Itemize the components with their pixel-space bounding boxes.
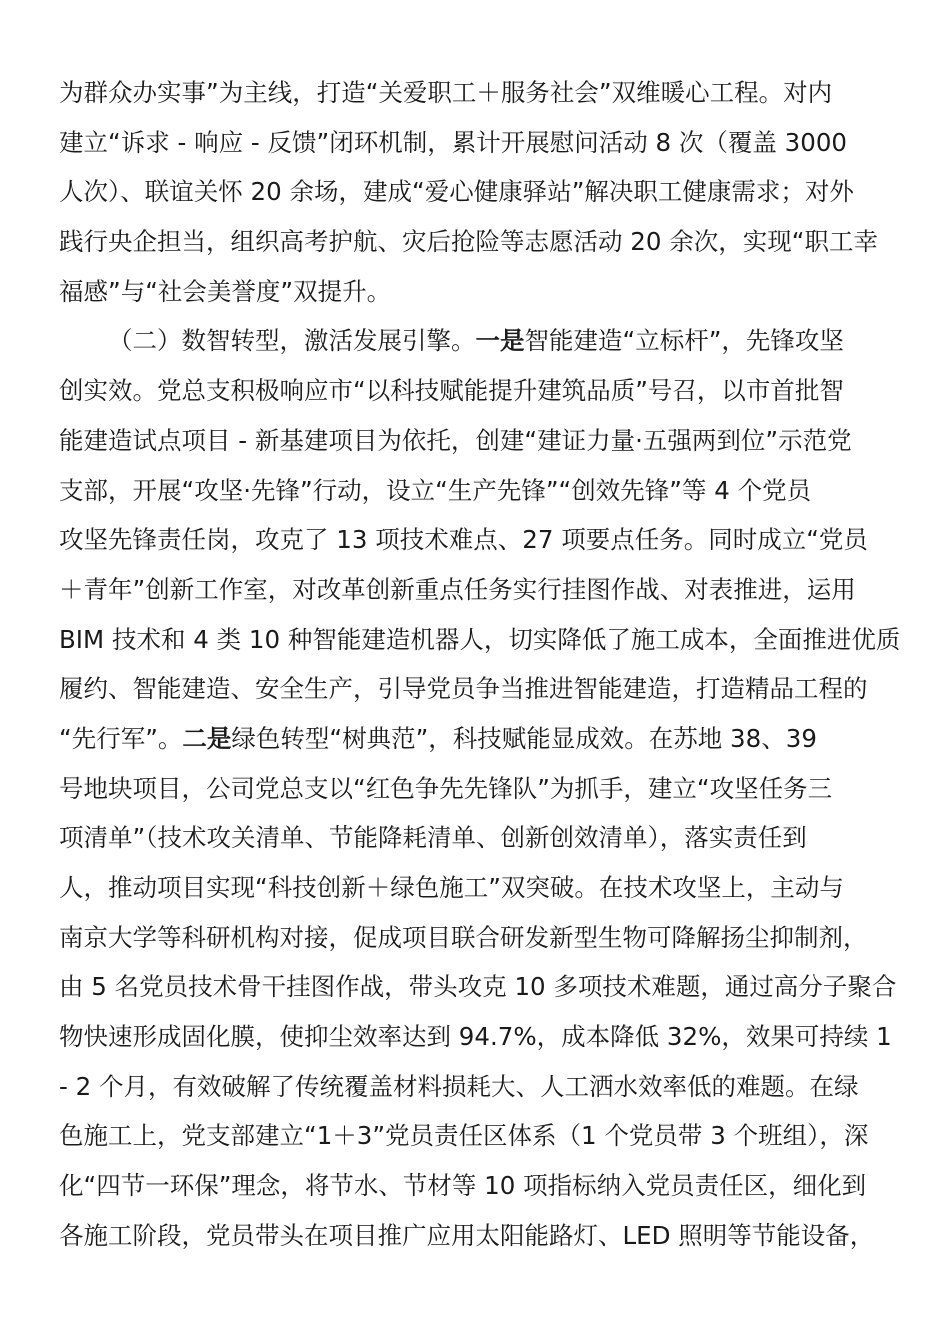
text-run: 南京大学等科研机构对接，促成项目联合研发新型生物可降解扬尘抑制剂， (59, 922, 868, 952)
text-run: 色施工上，党支部建立“1＋3”党员责任区体系（1 个党员带 3 个班组），深 (59, 1121, 869, 1151)
text-line (59, 1211, 895, 1261)
text-line (59, 813, 895, 863)
text-run: 能建造试点项目 - 新基建项目为依托，创建“建证力量·五强两到位”示范党 (59, 425, 852, 455)
text-line (59, 515, 895, 565)
text-line (59, 1012, 895, 1062)
text-line (59, 68, 895, 118)
text-line (59, 1111, 895, 1161)
text-run: 各施工阶段，党员带头在项目推广应用太阳能路灯、LED 照明等节能设备， (59, 1220, 875, 1250)
text-run: ＋青年”创新工作室，对改革创新重点任务实行挂图作战、对表推进，运用 (59, 574, 856, 604)
text-run: - 2 个月，有效破解了传统覆盖材料损耗大、人工洒水效率低的难题。在绿 (59, 1071, 859, 1101)
bold-text-run: 二是 (182, 723, 232, 753)
document-body (59, 68, 901, 1261)
text-run: 智能建造“立标杆”，先锋攻坚 (524, 326, 844, 356)
text-line (59, 764, 895, 814)
text-run: 履约、智能建造、安全生产，引导党员争当推进智能建造，打造精品工程的 (59, 674, 868, 704)
text-run: 人次）、联谊关怀 20 余场，建成“爱心健康驿站”解决职工健康需求；对外 (59, 177, 854, 207)
text-run: 人，推动项目实现“科技创新＋绿色施工”双突破。在技术攻坚上，主动与 (59, 873, 844, 902)
text-line (59, 267, 895, 317)
text-run: 项清单”（技术攻关清单、节能降耗清单、创新创效清单），落实责任到 (59, 823, 807, 853)
bold-text-run: 一是 (475, 326, 525, 356)
text-line (59, 913, 895, 963)
text-run: 由 5 名党员技术骨干挂图作战，带头攻克 10 多项技术难题，通过高分子聚合 (59, 972, 897, 1002)
text-line (59, 416, 895, 466)
text-run: 绿色转型“树典范”，科技赋能显成效。在苏地 38、39 (231, 723, 817, 753)
text-line (59, 565, 895, 615)
text-line (59, 118, 895, 168)
text-run: 化“四节一环保”理念，将节水、节材等 10 项指标纳入党员责任区，细化到 (59, 1171, 867, 1201)
text-line (59, 316, 895, 366)
text-line (59, 615, 901, 665)
text-run: 创实效。党总支积极响应市“以科技赋能提升建筑品质”号召，以市首批智 (59, 376, 844, 406)
text-line (59, 466, 895, 516)
text-line (59, 1161, 895, 1211)
text-run: 践行央企担当，组织高考护航、灾后抢险等志愿活动 20 余次，实现“职工幸 (59, 227, 878, 257)
text-run: 号地块项目，公司党总支以“红色争先先锋队”为抓手，建立“攻坚任务三 (59, 773, 833, 803)
text-line (59, 1062, 895, 1112)
text-line (59, 863, 895, 913)
text-run: 攻坚先锋责任岗，攻克了 13 项技术难点、27 项要点任务。同时成立“党员 (59, 525, 868, 555)
text-run: 物快速形成固化膜，使抑尘效率达到 94.7%，成本降低 32%，效果可持续 1 (59, 1022, 892, 1052)
text-run: 为群众办实事”为主线，打造“关爱职工＋服务社会”双维暖心工程。对内 (59, 78, 833, 107)
text-run: 建立“诉求 - 响应 - 反馈”闭环机制，累计开展慰问活动 8 次（覆盖 3000 (59, 127, 848, 157)
text-run: 福感”与“社会美誉度”双提升。 (59, 276, 392, 306)
text-line (59, 217, 895, 267)
text-line (59, 167, 895, 217)
text-line (59, 962, 895, 1012)
text-run: “先行军”。 (59, 723, 183, 753)
text-run: 支部，开展“攻坚·先锋”行动，设立“生产先锋”“创效先锋”等 4 个党员 (59, 475, 812, 505)
text-line (59, 714, 895, 764)
text-run: BIM 技术和 4 类 10 种智能建造机器人，切实降低了施工成本，全面推进优质 (59, 624, 901, 654)
text-run: （二）数智转型，激活发展引擎。 (108, 326, 476, 356)
text-line (59, 366, 895, 416)
text-line (59, 664, 895, 714)
